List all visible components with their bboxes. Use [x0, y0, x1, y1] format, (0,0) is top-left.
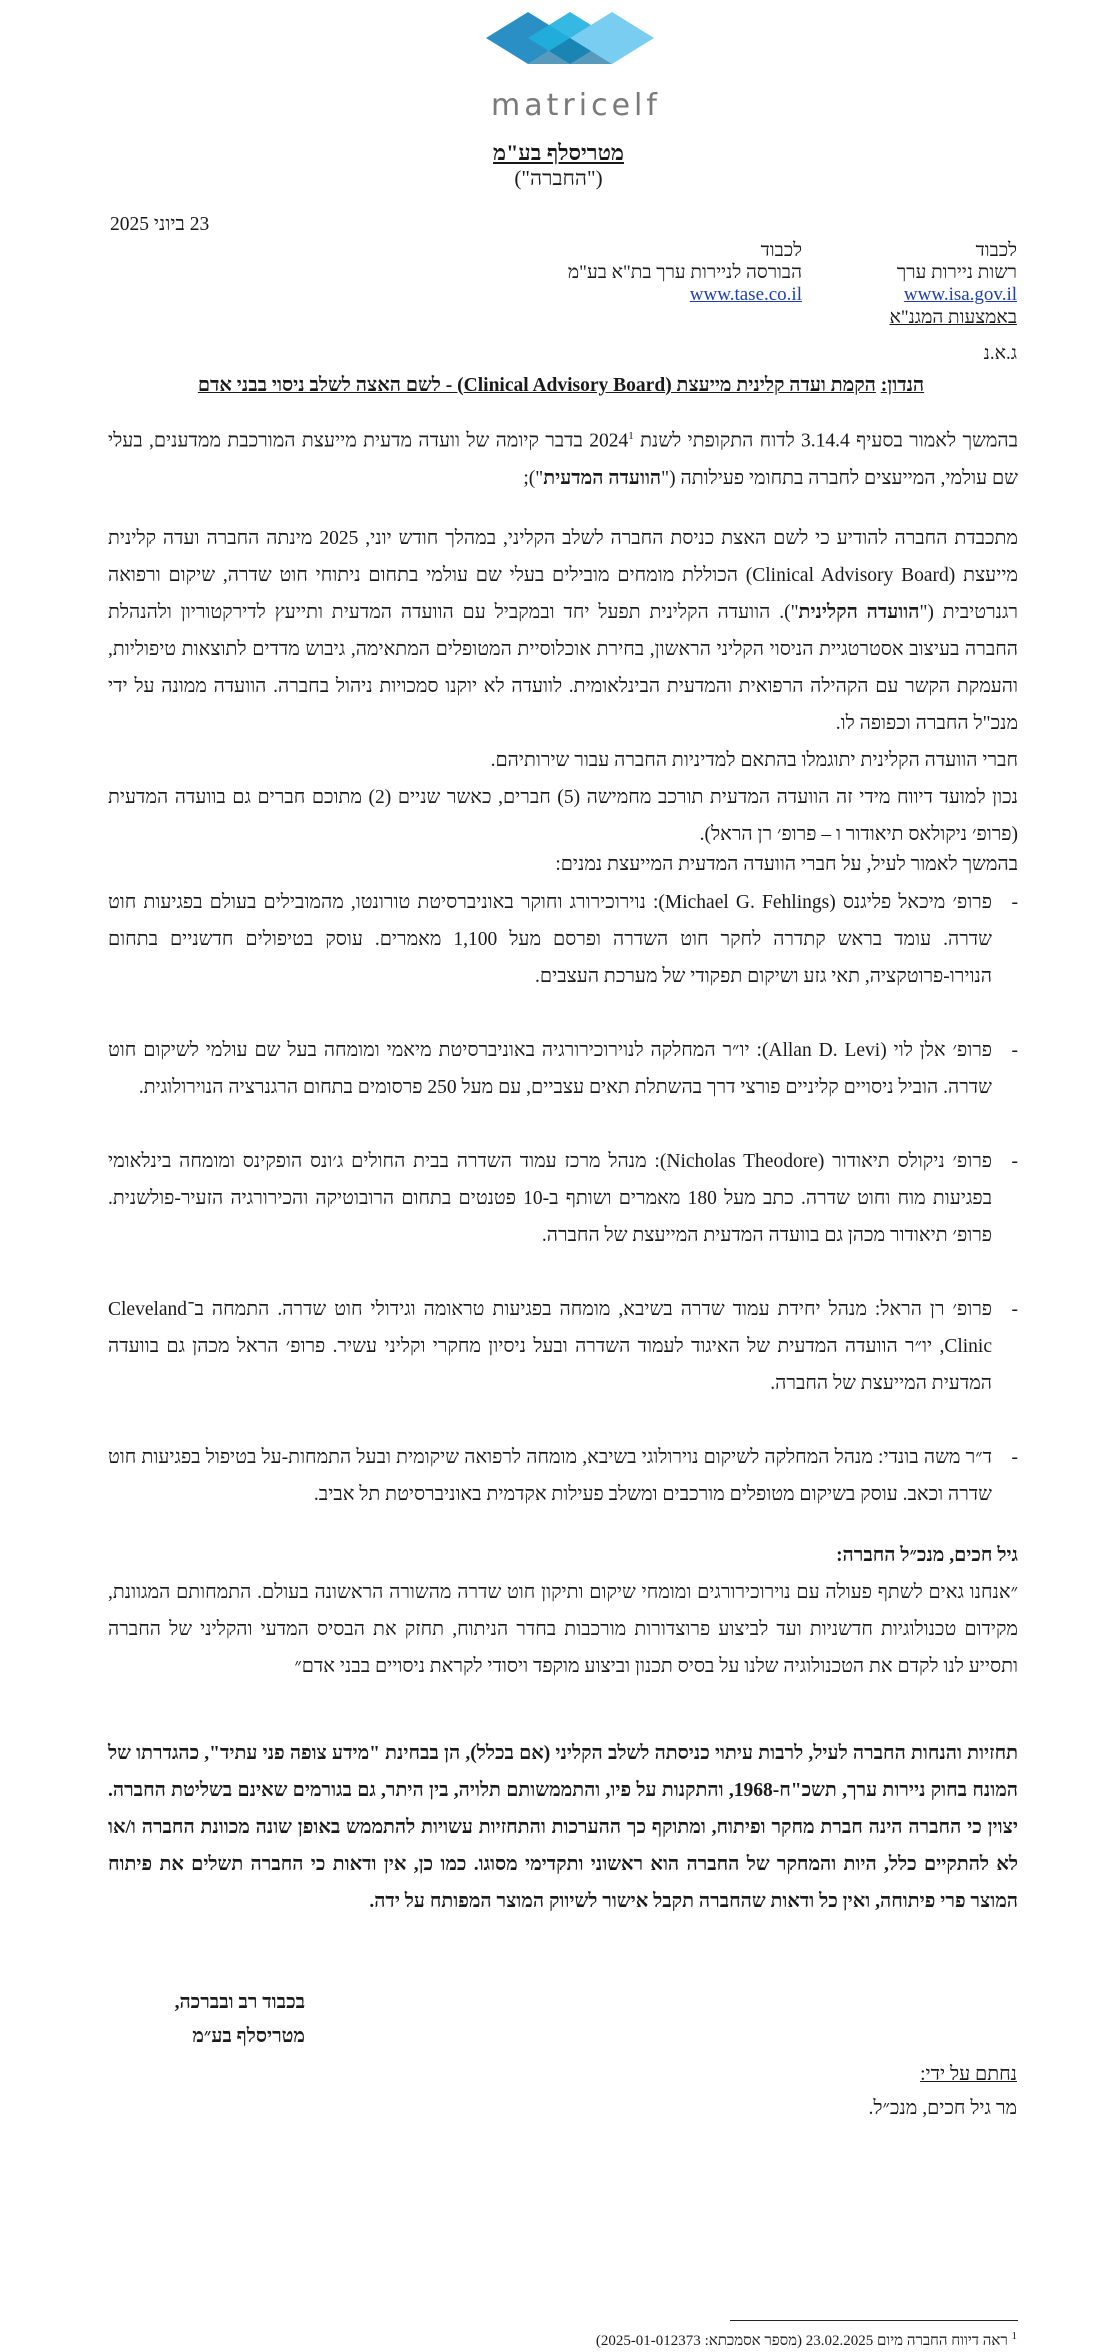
tase-website-link[interactable]: www.tase.co.il — [689, 284, 802, 305]
recipient-tase — [568, 240, 802, 306]
logo-wordmark: matricelf — [491, 88, 661, 123]
member-item — [108, 1032, 1018, 1106]
subject-label: הנדון: — [880, 375, 925, 396]
list-dash: - — [1011, 1151, 1018, 1172]
list-dash: - — [1011, 1040, 1018, 1061]
closing-block — [175, 1986, 305, 2054]
list-dash: - — [1011, 1299, 1018, 1320]
announcement-defined-term: הוועדה הקלינית — [798, 602, 920, 623]
member-item — [108, 1439, 1018, 1513]
isa-website-link[interactable]: www.isa.gov.il — [903, 284, 1017, 305]
closing-greeting: בכבוד רב ובברכה, — [174, 1992, 305, 2013]
announcement-text-1: מתכבדת החברה להודיע כי לשם האצת כניסת החברה לשלב הקליני, במהלך חודש יוני, 2025 מינתה החברה ועדה קלינית מייעצת (Clinical Advisory Board) הכוללת מומחים מובילים בעלי שם עולמי בתחום ניתוחי חוט שדרה, שיקום ורפואה רגנרטיבית (" — [108, 528, 1019, 623]
intro-text-1: בהמשך לאמור בסעיף 3.14.4 לדוח התקופתי לשנת 2024 — [589, 430, 1019, 452]
member-text: פרופ׳ רן הראל: מנהל יחידת עמוד שדרה בשיבא, מומחה בפגיעות טראומה וגידולי חוט שדרה. התמחה ב־Cleveland Clinic, יו״ר הוועדה המדעית של האיגוד לעמוד השדרה ובעל ניסיון מחקרי וקליני עשיר. פרופ׳ הראל מכהן גם בוועדה המדעית המייעצת של החברה. — [108, 1299, 992, 1394]
footnote — [596, 2326, 1017, 2351]
signed-by-label: נחתם על ידי: — [920, 2064, 1017, 2085]
member-item — [108, 1143, 1018, 1254]
footnote-ref: 1 — [628, 430, 634, 442]
intro-defined-term: הוועדה המדעית — [543, 467, 662, 489]
members-list — [108, 884, 1018, 1513]
member-item — [108, 1291, 1018, 1402]
list-dash: - — [1011, 892, 1018, 913]
recipient-tase-to: לכבוד — [760, 240, 802, 261]
recipient-isa-to: לכבוד — [975, 240, 1017, 261]
intro-text-3: "); — [523, 467, 544, 489]
logo-mark-icon — [476, 6, 676, 86]
member-text: פרופ׳ אלן לוי (Allan D. Levi): יו״ר המחלקה לנוירוכירורגיה באוניברסיטת מיאמי ומומחה בעל שם עולמי לשיקום חוט שדרה. הוביל ניסויים קליניים פורצי דרך בהשתלת תאים עצביים, עם מעל 250 פרסומים בתחום הרגנרציה הנוירולוגית. — [108, 1040, 992, 1098]
closing-company: מטריסלף בע״מ — [192, 2026, 305, 2047]
member-text: פרופ׳ מיכאל פליגנס (Michael G. Fehlings): נוירוכירורג וחוקר באוניברסיטת טורונטו, מהמובילים בעולם בפגיעות חוט שדרה. עומד בראש קתדרה לחקר חוט השדרה ופרסם מעל 1,100 מאמרים. עוסק בטיפולים חדשניים בתחום הנוירו-פרוטקציה, תאי גזע ושיקום תפקודי של מערכת העצבים. — [108, 892, 992, 987]
intro-text-2: בדבר קיומה של וועדה מדעית מייעצת המורכבת ממדענים, בעלי שם עולמי, המייעצים לחברה בתחומי פעילותה (" — [108, 430, 1018, 489]
signed-by-name: מר גיל חכים, מנכ״ל. — [868, 2098, 1017, 2119]
announcement-text-2: "). הוועדה הקלינית תפעל יחד ובמקביל עם הוועדה המדעית ותייעץ לדירקטוריון ולהנהלת החברה בעיצוב אסטרטגיית הניסוי הקליני הראשון, בחירת אוכלוסיית המטופלים המתאימה, גיבוש מדדים לתוצאות טיפוליות, והעמקת הקשר עם הקהילה הרפואית והמדעית הבינלאומית. לוועדה לא יוקנו סמכויות ניהול בחברה. הוועדה ממונה על ידי מנכ"ל החברה וכפופה לו. — [108, 602, 1018, 734]
forward-looking-disclaimer: תחזיות והנחות החברה לעיל, לרבות עיתוי כניסתה לשלב הקליני (אם בכלל), הן בבחינת "מידע צופה פני עתיד", כהגדרתו של המונח בחוק ניירות ערך, תשכ"ח-1968, והתקנות על פיו, והתממשותם תלויה, בין היתר, גם בגורמים שאינם בשליטת החברה. יצוין כי החברה הינה חברת מחקר ופיתוח, ומתוקף כך ההערכות והתחזיות עשויות להתממש באופן שונה מכוונת החברה ו/או לא להתקיים כלל, היות והמחקר של החברה הוא ראשוני ותקדימי מסוגו. כמו כן, אין ודאות כי החברה תשלים את פיתוח המוצר פרי פיתוחה, ואין כל ודאות שהחברה תקבל אישור לשיווק המוצר המפותח על ידה. — [108, 1743, 1018, 1912]
member-item — [108, 884, 1018, 995]
ceo-quote-name: גיל חכים, מנכ״ל החברה: — [836, 1545, 1018, 1566]
ceo-quote-text: ״אנחנו גאים לשתף פעולה עם נוירוכירורגים ומומחי שיקום ותיקון חוט שדרה מהשורה הראשונה בעולם. התמחותם המגוונת, מקידום טכנולוגיות חדשניות ועד לביצוע פרוצדורות מורכבות בחדר הניתוח, תחזק את הבסיס המדעי והקליני של החברה ותסייע לנו לקדם את הטכנולוגיה שלנו על בסיס תכנון וביצוע מוקפד ויסודי לקראת ניסויים בבני אדם״ — [108, 1582, 1018, 1677]
footnote-number: 1 — [1011, 2330, 1017, 2342]
company-logo — [476, 6, 676, 123]
recipient-isa-name: רשות ניירות ערך — [896, 262, 1017, 283]
list-dash: - — [1011, 1447, 1018, 1468]
company-alias: ("החברה") — [514, 166, 603, 190]
subject-topic: הקמת ועדה קלינית מייעצת (Clinical Advisory Board) - לשם האצה לשלב ניסוי בבני אדם — [197, 375, 876, 396]
subject-line — [100, 375, 1022, 397]
delivery-method: באמצעות המגנ"א — [889, 307, 1017, 328]
intro-paragraph — [108, 418, 1018, 497]
recipient-tase-name: הבורסה לניירות ערך בת"א בע"מ — [567, 262, 802, 283]
announcement-paragraph — [108, 520, 1018, 853]
signature-block — [869, 2058, 1018, 2126]
member-text: פרופ׳ ניקולס תיאודור (Nicholas Theodore): מנהל מרכז עמוד השדרה בבית החולים ג׳ונס הופקינס ומומחה בינלאומי בפגיעות מוח וחוט שדרה. כתב מעל 180 מאמרים ושותף ב-10 פטנטים בתחום הרובוטיקה והכירורגיה הזעיר-פולשנית. פרופ׳ תיאודור מכהן גם בוועדה המדעית המייעצת של החברה. — [108, 1151, 992, 1246]
compensation-line: חברי הוועדה הקלינית יתוגמלו בהתאם למדיניות החברה עבור שירותיהם. — [490, 750, 1018, 771]
company-name: מטריסלף בע"מ — [493, 140, 624, 165]
letter-date: 23 ביוני 2025 — [110, 214, 210, 235]
recipient-isa — [897, 240, 1017, 306]
footnote-text: ראה דיווח החברה מיום 23.02.2025 (מספר אסמכתא: 2025-01-012373) — [595, 2333, 1008, 2349]
members-intro: בהמשך לאמור לעיל, על חברי הוועדה המדעית המייעצת נמנים: — [555, 854, 1018, 875]
footnote-divider — [730, 2320, 1018, 2321]
salutation: ג.א.נ — [983, 343, 1017, 364]
member-text: ד״ר משה בונדי: מנהל המחלקה לשיקום נוירולוגי בשיבא, מומחה לרפואה שיקומית ובעל התמחות-על בטיפול בפגיעות חוט שדרה וכאב. עוסק בשיקום מטופלים מורכבים ומשלב פעילות אקדמית באוניברסיטת תל אביב. — [108, 1447, 992, 1505]
ceo-quote-block — [108, 1537, 1018, 1685]
composition-line: נכון למועד דיווח מידי זה הוועדה המדעית תורכב מחמישה (5) חברים, כאשר שניים (2) מתוכם חברים גם בוועדה המדעית (פרופ׳ ניקולאס תיאודור ו – פרופ׳ רן הראל). — [108, 787, 1018, 845]
